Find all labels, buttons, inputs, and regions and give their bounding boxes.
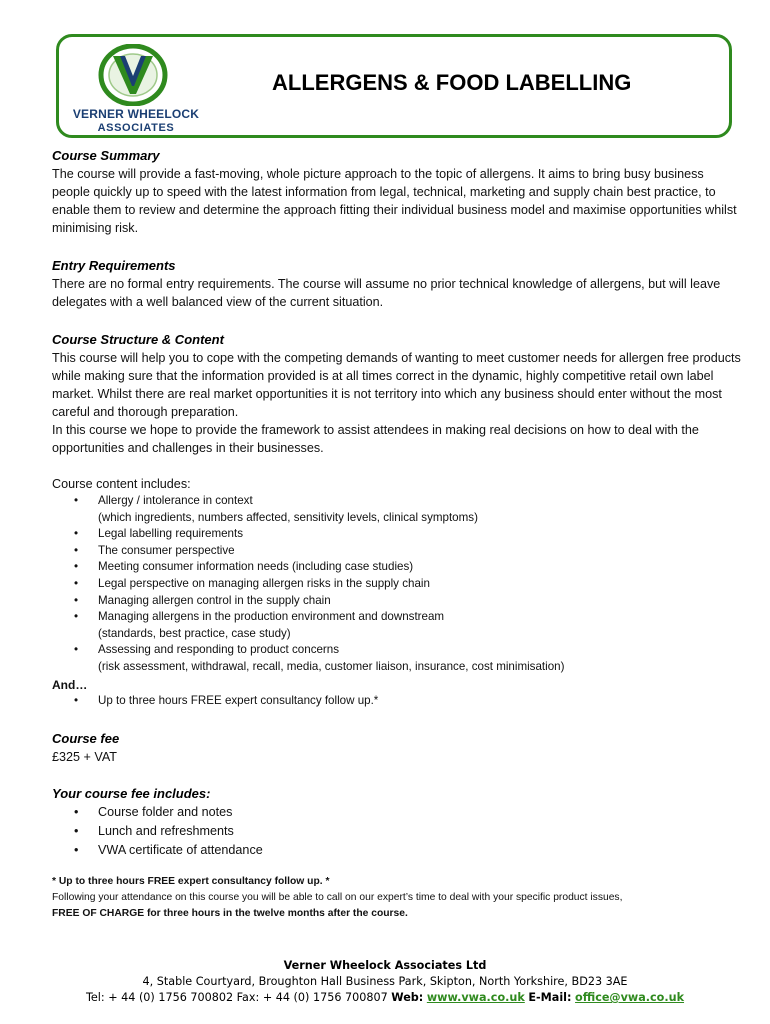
bullet-icon: • <box>74 824 79 839</box>
main-content <box>52 147 742 922</box>
footnote-text: Following your attendance on this course you will be able to call on our expert’s time to deal with your specific product issues, <box>52 892 623 904</box>
course-content-list <box>52 493 742 676</box>
fee-includes-list <box>52 803 742 860</box>
list-item: • Managing allergen control in the supply chain <box>52 593 742 610</box>
course-fee-amount: £325 + VAT <box>52 750 117 765</box>
bullet-icon: • <box>74 576 79 590</box>
list-item: • Lunch and refreshments <box>52 822 742 841</box>
bullet-icon: • <box>74 610 79 624</box>
footer-email-label: E-Mail: <box>528 991 572 1004</box>
entry-requirements-text: There are no formal entry requirements. The course will assume no prior technical knowledge of allergens, but will leave delegates with a well balanced view of the current situation. <box>52 277 721 309</box>
list-item: • The consumer perspective <box>52 543 742 560</box>
course-structure-heading: Course Structure & Content <box>52 332 224 347</box>
and-label: And… <box>52 677 88 692</box>
vwa-logo-icon <box>98 44 168 106</box>
list-item: • Meeting consumer information needs (including case studies) <box>52 559 742 576</box>
logo-company-name: VERNER WHEELOCK <box>72 107 200 121</box>
bullet-icon: • <box>74 527 79 541</box>
list-item-detail: (which ingredients, numbers affected, sensitivity levels, clinical symptoms) <box>98 510 478 524</box>
list-item: • VWA certificate of attendance <box>52 841 742 860</box>
course-summary-heading: Course Summary <box>52 148 160 163</box>
footnote <box>52 874 742 922</box>
course-summary-text: The course will provide a fast-moving, whole picture approach to the topic of allergens. It aims to bring busy business people quickly up to speed with the latest information from legal, technical, marketing and supply chain best practice, to enable them to review and determine the approach fitting their individual business model and maximise opportunities whilst minimising risk. <box>52 167 737 235</box>
course-fee-heading: Course fee <box>52 731 120 747</box>
page-title: ALLERGENS & FOOD LABELLING <box>272 70 632 95</box>
footer-contact <box>0 990 770 1006</box>
bullet-icon: • <box>74 494 79 507</box>
bullet-icon: • <box>74 805 79 820</box>
page-footer <box>0 958 770 1006</box>
list-item-detail: (risk assessment, withdrawal, recall, media, customer liaison, insurance, cost minimisation) <box>98 659 565 673</box>
bullet-icon: • <box>74 693 79 707</box>
list-item: • Up to three hours FREE expert consultancy follow up.* <box>52 693 742 710</box>
list-item: • Managing allergens in the production environment and downstream <box>52 609 742 626</box>
list-item: • Legal labelling requirements <box>52 526 742 543</box>
fee-includes-heading: Your course fee includes: <box>52 786 211 802</box>
footer-web-label: Web: <box>391 991 424 1004</box>
list-item: • Legal perspective on managing allergen risks in the supply chain <box>52 576 742 593</box>
footnote-emphasis: FREE OF CHARGE for three hours in the twelve months after the course. <box>52 908 408 920</box>
vwa-logo <box>66 44 206 136</box>
footer-email-link[interactable]: office@vwa.co.uk <box>575 991 685 1004</box>
footer-phone: Tel: + 44 (0) 1756 700802 Fax: + 44 (0) 1756 700807 <box>85 991 388 1004</box>
list-item: • Course folder and notes <box>52 803 742 822</box>
bullet-icon: • <box>74 593 79 607</box>
course-structure-text-2: In this course we hope to provide the framework to assist attendees in making real decisions on how to deal with the opportunities and challenges in their businesses. <box>52 423 699 455</box>
list-item: • Assessing and responding to product concerns <box>52 642 742 659</box>
footer-address: 4, Stable Courtyard, Broughton Hall Business Park, Skipton, North Yorkshire, BD23 3AE <box>142 975 628 988</box>
list-item: • Allergy / intolerance in context <box>52 493 742 510</box>
footer-web-link[interactable]: www.vwa.co.uk <box>426 991 525 1004</box>
bullet-icon: • <box>74 543 79 557</box>
logo-company-sub: ASSOCIATES <box>97 122 175 134</box>
footer-company: Verner Wheelock Associates Ltd <box>283 959 487 972</box>
list-item-detail: (standards, best practice, case study) <box>98 626 291 640</box>
course-content-label: Course content includes: <box>52 477 191 491</box>
and-list <box>52 693 742 710</box>
bullet-icon: • <box>74 843 79 858</box>
bullet-icon: • <box>74 560 79 574</box>
course-structure-text: This course will help you to cope with the competing demands of wanting to meet customer needs for allergen free products while making sure that the information provided is at all times correct in the dynamic, highly competitive retail own label market. Whilst there are real market opportunities it is not territory into which any business should enter without the most careful and thorough preparation. <box>52 351 741 419</box>
entry-requirements-heading: Entry Requirements <box>52 258 176 273</box>
bullet-icon: • <box>74 643 79 657</box>
footnote-title: * Up to three hours FREE expert consultancy follow up. * <box>52 876 330 888</box>
